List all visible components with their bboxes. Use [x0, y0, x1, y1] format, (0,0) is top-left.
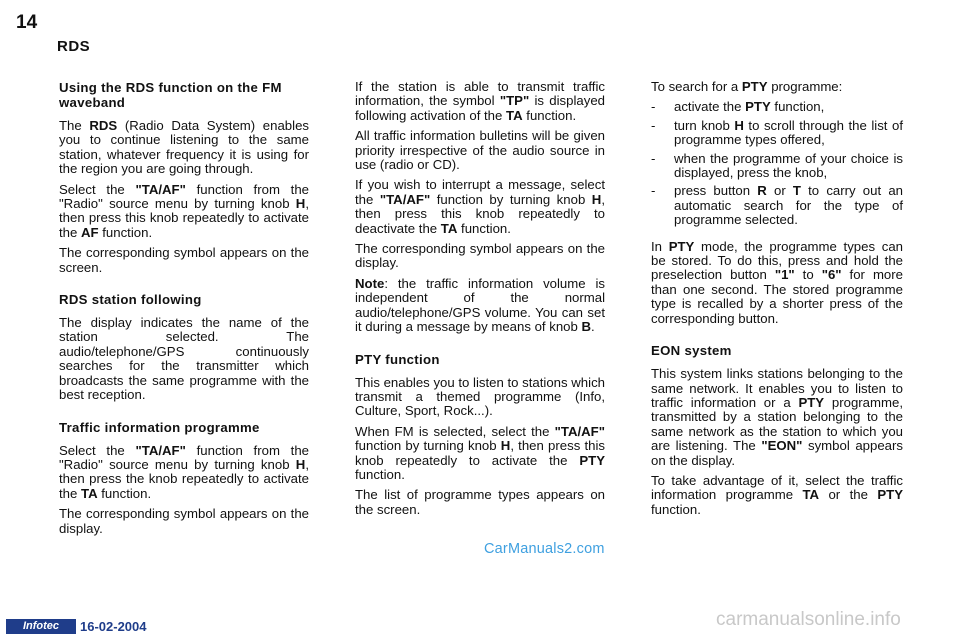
heading-rds-fm: Using the RDS function on the FM waveband	[59, 80, 282, 110]
paragraph: The corresponding symbol appears on the screen.	[59, 245, 309, 275]
list-item: - turn knob H to scroll through the list of programme types offered,	[651, 119, 903, 148]
footer-site-link[interactable]: carmanualsonline.info	[716, 609, 901, 630]
infotec-logo: Infotec	[6, 619, 76, 634]
list-item: - when the programme of your choice is displayed, press the knob,	[651, 152, 903, 181]
paragraph: This system links stations belonging to the same network. It enables you to listen to traffic information or a PTY programme, transmitted by a station belonging to the same network as the station to which you are listening. The "EON" symbol appears on the display.	[651, 366, 903, 468]
list-item: - press button R or T to carry out an automatic search for the type of programme selected.	[651, 184, 903, 227]
note-paragraph: Note: the traffic information volume is independent of the normal audio/telephone/GPS volume. You can set it during a message by means of knob B.	[355, 275, 605, 335]
column-1	[59, 80, 309, 542]
paragraph: All traffic information bulletins will be given priority irrespective of the audio source in use (radio or CD).	[355, 128, 605, 173]
list-item: - activate the PTY function,	[651, 100, 903, 114]
column-2	[355, 80, 605, 523]
watermark-link[interactable]: CarManuals2.com	[484, 541, 605, 557]
paragraph: The corresponding symbol appears on the display.	[355, 241, 605, 271]
paragraph: If you wish to interrupt a message, select the "TA/AF" function by turning knob H, then press this knob repeatedly to deactivate the TA function.	[355, 177, 605, 236]
heading-station-following: RDS station following	[59, 292, 202, 308]
paragraph: The corresponding symbol appears on the display.	[59, 506, 309, 536]
paragraph: Select the "TA/AF" function from the "Radio" source menu by turning knob H, then press the knob repeatedly to activate the TA function.	[59, 442, 310, 501]
footer-date: 16-02-2004	[80, 619, 147, 634]
paragraph: The list of programme types appears on the screen.	[355, 487, 605, 517]
pty-steps-list	[651, 100, 903, 227]
paragraph: The RDS (Radio Data System) enables you to continue listening to the same station, whatever frequency it is using for the region you are going through.	[59, 118, 309, 177]
paragraph: The display indicates the name of the station selected. The audio/telephone/GPS continuously searches for the transmitter which broadcasts the same programme with the best reception.	[59, 315, 309, 403]
paragraph: To take advantage of it, select the traffic information programme TA or the PTY function.	[651, 472, 903, 517]
paragraph: If the station is able to transmit traffic information, the symbol "TP" is displayed following activation of the TA function.	[355, 79, 605, 123]
column-3	[651, 80, 903, 523]
section-title: RDS	[57, 38, 91, 55]
heading-pty-function: PTY function	[355, 351, 440, 367]
paragraph: In PTY mode, the programme types can be stored. To do this, press and hold the preselection button "1" to "6" for more than one second. The stored programme type is recalled by a shorter press of the corresponding button.	[651, 238, 904, 326]
paragraph: This enables you to listen to stations which transmit a themed programme (Info, Culture, Sport, Rock...).	[355, 374, 605, 419]
paragraph: Select the "TA/AF" function from the "Radio" source menu by turning knob H, then press this knob repeatedly to activate the AF function.	[59, 181, 310, 240]
paragraph: To search for a PTY programme:	[651, 79, 843, 94]
paragraph: When FM is selected, select the "TA/AF" function by turning knob H, then press this knob repeatedly to activate the PTY function.	[355, 423, 605, 482]
heading-traffic-info: Traffic information programme	[59, 419, 260, 435]
heading-eon-system: EON system	[651, 343, 732, 359]
page-number: 14	[16, 12, 38, 33]
